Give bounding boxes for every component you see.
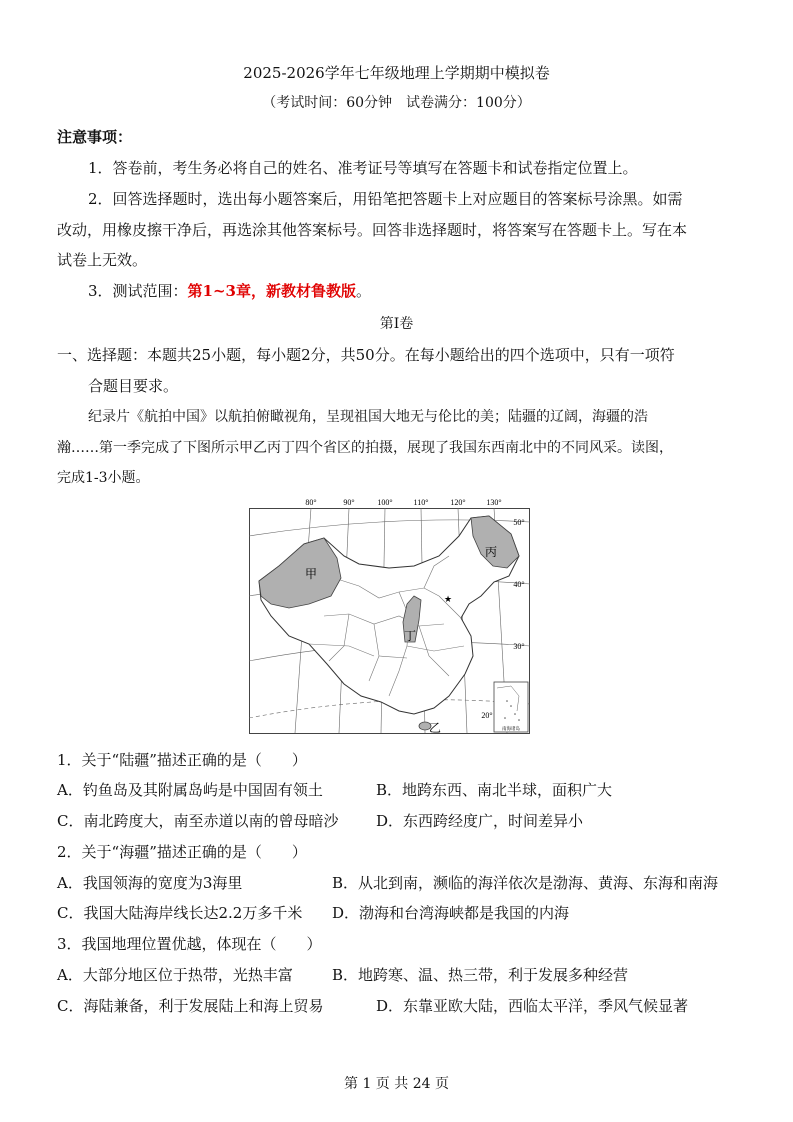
notice-item-3 xyxy=(88,281,371,301)
question-3-stem: 3．我国地理位置优越，体现在（ ） xyxy=(57,935,322,953)
lon-label-80: 80° xyxy=(305,498,317,507)
notice-item-3-suffix: 。 xyxy=(356,282,372,300)
china-map xyxy=(249,496,530,734)
notice-item-2-line-3: 试卷上无效。 xyxy=(57,251,148,269)
question-2-option-b: B．从北到南，濒临的海洋依次是渤海、黄海、东海和南海 xyxy=(332,874,719,892)
test-scope: 第1~3章，新教材鲁教版 xyxy=(187,282,356,300)
notice-item-1: 1．答卷前，考生务必将自己的姓名、准考证号等填写在答题卡和试卷指定位置上。 xyxy=(88,159,638,177)
label-bing: 丙 xyxy=(484,545,498,559)
lon-label-100: 100° xyxy=(377,498,393,507)
question-1-stem: 1．关于“陆疆”描述正确的是（ ） xyxy=(57,751,307,769)
notice-item-2-line-2: 改动，用橡皮擦干净后，再选涂其他答案标号。回答非选择题时，将答案写在答题卡上。写在本 xyxy=(57,221,688,239)
lon-label-90: 90° xyxy=(343,498,355,507)
question-3-option-a: A．大部分地区位于热带，光热丰富 xyxy=(57,966,293,984)
notice-item-2-line-1: 2．回答选择题时，选出每小题答案后，用铅笔把答题卡上对应题目的答案标号涂黑。如需 xyxy=(88,190,683,208)
label-yi: 乙 xyxy=(428,721,442,734)
question-3-option-b: B．地跨寒、温、热三带，利于发展多种经营 xyxy=(332,966,629,984)
question-2-option-a: A．我国领海的宽度为3海里 xyxy=(57,874,243,892)
lat-label-30: 30° xyxy=(513,642,525,651)
question-1-option-a: A．钓鱼岛及其附属岛屿是中国固有领土 xyxy=(57,781,323,799)
question-3-option-d: D．东靠亚欧大陆，西临太平洋，季风气候显著 xyxy=(376,997,689,1015)
lat-label-40: 40° xyxy=(513,580,525,589)
exam-subtitle: （考试时间：60分钟 试卷满分：100分） xyxy=(262,95,531,111)
section-1-line-1: 一、选择题：本题共25小题，每小题2分，共50分。在每小题给出的四个选项中，只有一项符 xyxy=(57,346,675,364)
question-3-option-c: C．海陆兼备，利于发展陆上和海上贸易 xyxy=(57,997,324,1015)
question-1-option-c: C．南北跨度大，南至赤道以南的曾母暗沙 xyxy=(57,812,339,830)
label-ding: 丁 xyxy=(403,629,417,643)
capital-star-icon: ★ xyxy=(443,595,453,605)
inset-label: 南海诸岛 xyxy=(502,727,520,732)
passage-line-1: 纪录片《航拍中国》以航拍俯瞰视角，呈现祖国大地无与伦比的美；陆疆的辽阔，海疆的浩 xyxy=(88,409,648,425)
exam-title: 2025-2026学年七年级地理上学期期中模拟卷 xyxy=(243,64,550,82)
lon-label-130: 130° xyxy=(486,498,502,507)
section-1-line-2: 合题目要求。 xyxy=(88,377,179,395)
notice-heading: 注意事项： xyxy=(57,128,133,146)
lon-label-110: 110° xyxy=(413,498,429,507)
lat-label-50: 50° xyxy=(513,518,525,527)
lat-label-20: 20° xyxy=(481,711,493,720)
volume-label: 第Ⅰ卷 xyxy=(379,316,414,332)
lon-label-120: 120° xyxy=(450,498,466,507)
label-jia: 甲 xyxy=(304,567,318,581)
passage-line-2: 瀚……第一季完成了下图所示甲乙丙丁四个省区的拍摄，展现了我国东西南北中的不同风采。读图， xyxy=(57,440,673,456)
notice-item-3-prefix: 3．测试范围： xyxy=(88,282,188,300)
page-footer: 第 1 页 共 24 页 xyxy=(344,1076,449,1092)
passage-line-3: 完成1-3小题。 xyxy=(57,470,150,486)
south-china-sea-inset xyxy=(494,682,528,732)
question-1-option-b: B．地跨东西、南北半球，面积广大 xyxy=(376,781,613,799)
question-2-option-c: C．我国大陆海岸线长达2.2万多千米 xyxy=(57,904,303,922)
question-2-stem: 2．关于“海疆”描述正确的是（ ） xyxy=(57,843,307,861)
question-1-option-d: D．东西跨经度广，时间差异小 xyxy=(376,812,584,830)
question-2-option-d: D．渤海和台湾海峡都是我国的内海 xyxy=(332,904,570,922)
